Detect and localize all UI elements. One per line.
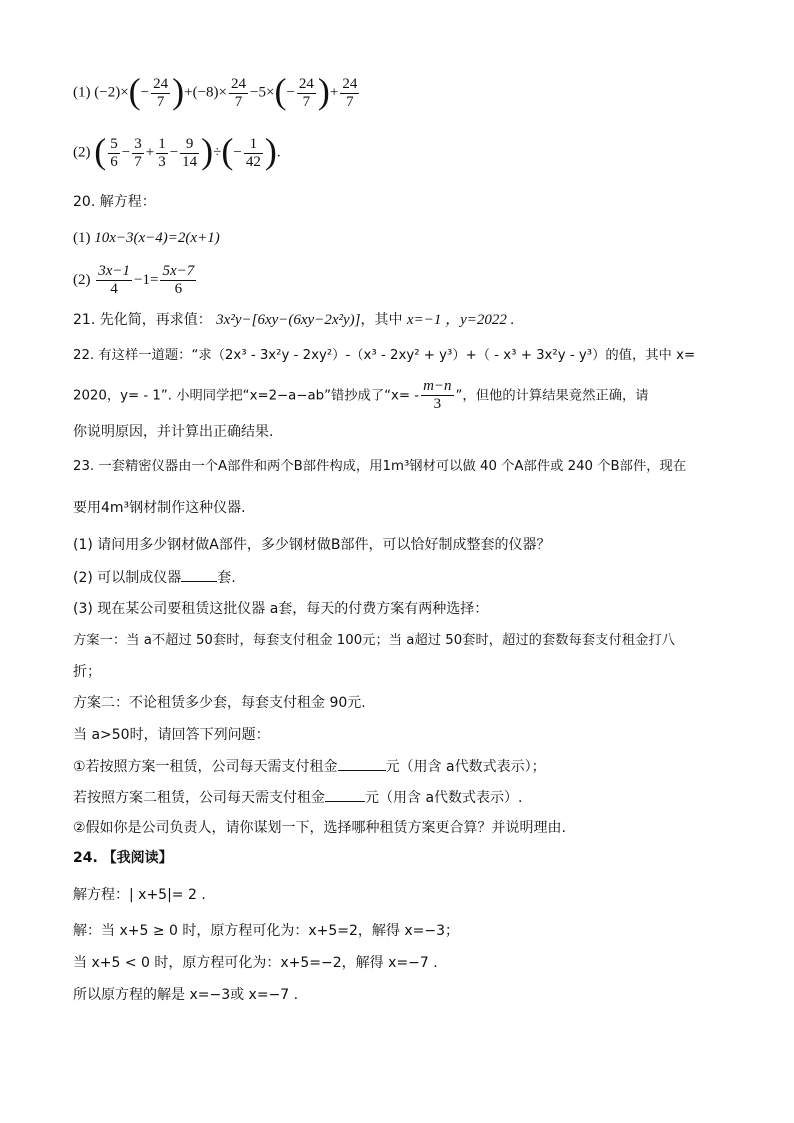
q23-s1-text: ①若按照方案一租赁，公司每天需支付租金 bbox=[73, 759, 338, 775]
fraction: $\frac{m-n}{3}$ bbox=[423, 378, 452, 412]
q22-line2 bbox=[73, 378, 649, 413]
q21-where: ，其中 bbox=[360, 312, 403, 328]
q23-p2-suffix: 套. bbox=[217, 570, 236, 586]
q23-sub3: ②假如你是公司负责人，请你谋划一下，选择哪种租赁方案更合算？并说明理由. bbox=[73, 820, 566, 836]
q23-part1: (1) 请问用多少钢材做A部件，多少钢材做B部件，可以恰好制成整套的仪器？ bbox=[73, 537, 551, 553]
q21-expression: 3x²y−[6xy−(6xy−2x²y)] bbox=[216, 312, 361, 328]
q23-plan1-b: 折； bbox=[73, 664, 101, 680]
q20-part2 bbox=[73, 263, 198, 298]
fraction: $\frac{24}{7}$ bbox=[298, 75, 314, 110]
q22-line3: 你说明原因，并计算出正确结果. bbox=[73, 424, 274, 440]
q19-p1-label: (1) bbox=[73, 84, 91, 101]
q20-part1 bbox=[73, 228, 220, 248]
fraction: $\frac{24}{7}$ bbox=[342, 75, 358, 110]
q20-p1-label: (1) bbox=[73, 230, 91, 246]
fraction: $\frac{5x-7}{6}$ bbox=[162, 263, 195, 297]
q23-sub1 bbox=[73, 756, 546, 777]
q21-condition: x=−1 ，y=2022 . bbox=[406, 312, 515, 328]
q23-plan2: 方案二：不论租赁多少套，每套支付租金 90元. bbox=[73, 695, 366, 711]
q23-plan1-a: 方案一：当 a不超过 50套时，每套支付租金 100元；当 a超过 50套时，超过的套数每套支付租金打八 bbox=[73, 633, 675, 648]
q20-p2-label: (2) bbox=[73, 271, 91, 288]
q21 bbox=[73, 310, 514, 330]
q23-condition: 当 a>50时，请回答下列问题： bbox=[73, 727, 270, 743]
q23-part2 bbox=[73, 567, 236, 588]
q19-p2-label: (2) bbox=[73, 144, 91, 161]
paren-open: ( bbox=[128, 71, 141, 111]
q23-s1-suffix: 元（用含 a代数式表示）； bbox=[385, 759, 546, 775]
q23-p2-text: (2) 可以制成仪器 bbox=[73, 570, 182, 586]
q19-p1-term-a: (−2)× bbox=[94, 84, 129, 101]
q20-title: 20. 解方程： bbox=[73, 194, 156, 210]
q19-part2: (2) ( $\frac{5}{6}$ − $\frac{3}{7}$ + $\frac{1}{3}$ − $\frac{9}{14}$ )÷(− $\frac{1}{42}$ ). bbox=[73, 131, 281, 171]
q24-solution-2: 当 x+5 < 0 时，原方程可化为：x+5=−2，解得 x=−7 . bbox=[73, 955, 438, 971]
q24-solution-1: 解：当 x+5 ≥ 0 时，原方程可化为：x+5=2，解得 x=−3； bbox=[73, 923, 460, 939]
q24-title: 24. 【我阅读】 bbox=[73, 850, 173, 866]
q22-line2-a: 2020，y= - 1”. 小明同学把“x=2−a−ab”错抄成了“x= - bbox=[73, 388, 420, 404]
q23-s2-text: 若按照方案二租赁，公司每天需支付租金 bbox=[73, 790, 325, 806]
q23-sub2 bbox=[73, 787, 522, 808]
q21-prompt: 21. 先化简，再求值： bbox=[73, 312, 212, 328]
fraction: $\frac{3}{7}$ bbox=[134, 135, 142, 170]
paren-close: ) bbox=[201, 131, 214, 171]
fraction: $\frac{3x-1}{4}$ bbox=[98, 263, 131, 297]
fraction: $\frac{24}{7}$ bbox=[153, 75, 169, 110]
q19-part1: (1) (−2)×(− $\frac{24}{7}$ )+(−8)× $\frac{24}{7}$ −5×(− $\frac{24}{7}$ )+ $\frac{24}{7}$ bbox=[73, 71, 358, 111]
q23-line1: 23. 一套精密仪器由一个A部件和两个B部件构成，用1m³钢材可以做 40 个A部件或 240 个B部件，现在 bbox=[73, 459, 687, 474]
q19-p1-term-c: −5× bbox=[250, 84, 275, 101]
q23-part3: (3) 现在某公司要租赁这批仪器 a套，每天的付费方案有两种选择： bbox=[73, 601, 489, 617]
q24-equation: 解方程：| x+5|= 2 . bbox=[73, 887, 206, 903]
q22-line1: 22. 有这样一道题：“求（2x³ - 3x²y - 2xy²）-（x³ - 2xy² + y³）+（ - x³ + 3x²y - y³）的值，其中 x= bbox=[73, 348, 696, 363]
q23-s2-suffix: 元（用含 a代数式表示）. bbox=[365, 790, 523, 806]
fraction: $\frac{9}{14}$ bbox=[182, 135, 198, 170]
paren-close: ) bbox=[317, 71, 330, 111]
answer-blank[interactable] bbox=[338, 756, 386, 771]
q20-p2-mid: −1= bbox=[134, 271, 159, 288]
paren-open: ( bbox=[221, 131, 234, 171]
fraction: $\frac{1}{42}$ bbox=[245, 135, 261, 170]
paren-close: ) bbox=[264, 131, 277, 171]
paren-close: ) bbox=[172, 71, 185, 111]
q24-solution-3: 所以原方程的解是 x=−3或 x=−7 . bbox=[73, 987, 299, 1003]
answer-blank[interactable] bbox=[181, 567, 217, 582]
paren-open: ( bbox=[274, 71, 287, 111]
q20-p1-equation: 10x−3(x−4)=2(x+1) bbox=[94, 230, 220, 246]
paren-open: ( bbox=[94, 131, 107, 171]
q19-p1-term-d: + bbox=[329, 84, 339, 101]
q19-p2-div: ÷ bbox=[213, 144, 222, 161]
fraction: $\frac{5}{6}$ bbox=[110, 135, 118, 170]
fraction: $\frac{1}{3}$ bbox=[158, 135, 166, 170]
fraction: $\frac{24}{7}$ bbox=[231, 75, 247, 110]
q19-p1-term-b: +(−8)× bbox=[184, 84, 228, 101]
answer-blank[interactable] bbox=[325, 787, 365, 802]
q23-line2: 要用4m³钢材制作这种仪器. bbox=[73, 500, 246, 516]
q22-line2-b: ”，但他的计算结果竟然正确，请 bbox=[455, 388, 649, 404]
